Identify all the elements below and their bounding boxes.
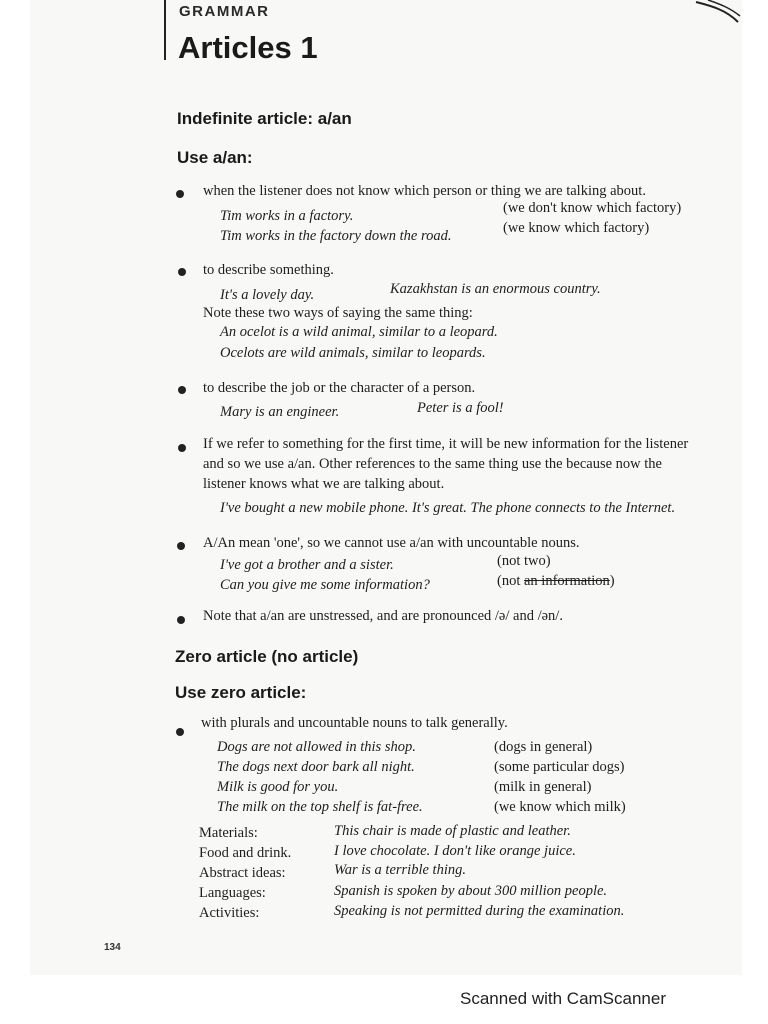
bullet-icon bbox=[177, 616, 185, 624]
category-label: Languages: bbox=[199, 885, 266, 901]
example-note: (we know which milk) bbox=[494, 799, 626, 815]
rule-text: Note that a/an are unstressed, and are pronounced /ə/ and /ən/. bbox=[203, 608, 563, 624]
example-text: Peter is a fool! bbox=[417, 400, 504, 416]
rule-text: If we refer to something for the first time, it will be new information for the listener bbox=[203, 436, 689, 452]
section-eyebrow: GRAMMAR bbox=[179, 3, 270, 20]
example-text: Tim works in a factory. bbox=[220, 208, 354, 224]
page-title: Articles 1 bbox=[178, 30, 318, 65]
rule-text: listener knows what we are talking about. bbox=[203, 476, 445, 492]
example-text: Kazakhstan is an enormous country. bbox=[390, 281, 601, 297]
example-text: Ocelots are wild animals, similar to leopards. bbox=[220, 345, 486, 361]
example-text: Milk is good for you. bbox=[217, 779, 339, 795]
camscanner-watermark: Scanned with CamScanner bbox=[460, 989, 667, 1008]
example-text: I've bought a new mobile phone. It's great. The phone connects to the Internet. bbox=[220, 500, 676, 516]
category-example: War is a terrible thing. bbox=[334, 862, 466, 878]
example-note: (not two) bbox=[497, 553, 551, 569]
category-label: Activities: bbox=[199, 905, 260, 921]
example-text: The dogs next door bark all night. bbox=[217, 759, 415, 775]
margin-rule bbox=[164, 0, 166, 60]
page-number: 134 bbox=[104, 942, 121, 953]
rule-text: to describe something. bbox=[203, 262, 334, 278]
rule-text: A/An mean 'one', so we cannot use a/an with uncountable nouns. bbox=[203, 535, 580, 551]
example-note: (not an information) bbox=[497, 573, 615, 589]
bullet-icon bbox=[178, 444, 186, 452]
category-label: Abstract ideas: bbox=[199, 865, 286, 881]
bullet-icon bbox=[176, 728, 184, 736]
rule-text: when the listener does not know which person or thing we are talking about. bbox=[203, 183, 646, 199]
rule-text: and so we use a/an. Other references to the same thing use the because now the bbox=[203, 456, 662, 472]
category-example: This chair is made of plastic and leather. bbox=[334, 823, 571, 839]
indefinite-heading: Indefinite article: a/an bbox=[177, 109, 352, 128]
example-note: (we don't know which factory) bbox=[503, 200, 682, 216]
example-text: Mary is an engineer. bbox=[220, 404, 340, 420]
example-note: (dogs in general) bbox=[494, 739, 593, 755]
example-note: (milk in general) bbox=[494, 779, 592, 795]
example-note: (some particular dogs) bbox=[494, 759, 625, 775]
category-example: Speaking is not permitted during the examination. bbox=[334, 903, 625, 919]
category-label: Food and drink. bbox=[199, 845, 292, 861]
use-a-an-heading: Use a/an: bbox=[177, 148, 253, 167]
category-label: Materials: bbox=[199, 825, 258, 841]
example-text: The milk on the top shelf is fat-free. bbox=[217, 799, 423, 815]
bullet-icon bbox=[177, 542, 185, 550]
note-text: Note these two ways of saying the same thing: bbox=[203, 305, 473, 321]
zero-article-heading: Zero article (no article) bbox=[175, 647, 359, 666]
example-text: An ocelot is a wild animal, similar to a leopard. bbox=[220, 324, 498, 340]
rule-text: to describe the job or the character of a person. bbox=[203, 380, 476, 396]
example-text: I've got a brother and a sister. bbox=[220, 557, 394, 573]
bullet-icon bbox=[178, 268, 186, 276]
example-text: Tim works in the factory down the road. bbox=[220, 228, 452, 244]
example-note: (we know which factory) bbox=[503, 220, 650, 236]
example-text: Dogs are not allowed in this shop. bbox=[217, 739, 416, 755]
example-text: It's a lovely day. bbox=[220, 287, 315, 303]
corner-mark-icon bbox=[694, 0, 742, 26]
category-example: Spanish is spoken by about 300 million people. bbox=[334, 883, 608, 899]
category-example: I love chocolate. I don't like orange juice. bbox=[334, 843, 576, 859]
bullet-icon bbox=[178, 386, 186, 394]
rule-text: with plurals and uncountable nouns to talk generally. bbox=[201, 715, 508, 731]
example-text: Can you give me some information? bbox=[220, 577, 430, 593]
bullet-icon bbox=[176, 190, 184, 198]
use-zero-article-heading: Use zero article: bbox=[175, 683, 307, 702]
